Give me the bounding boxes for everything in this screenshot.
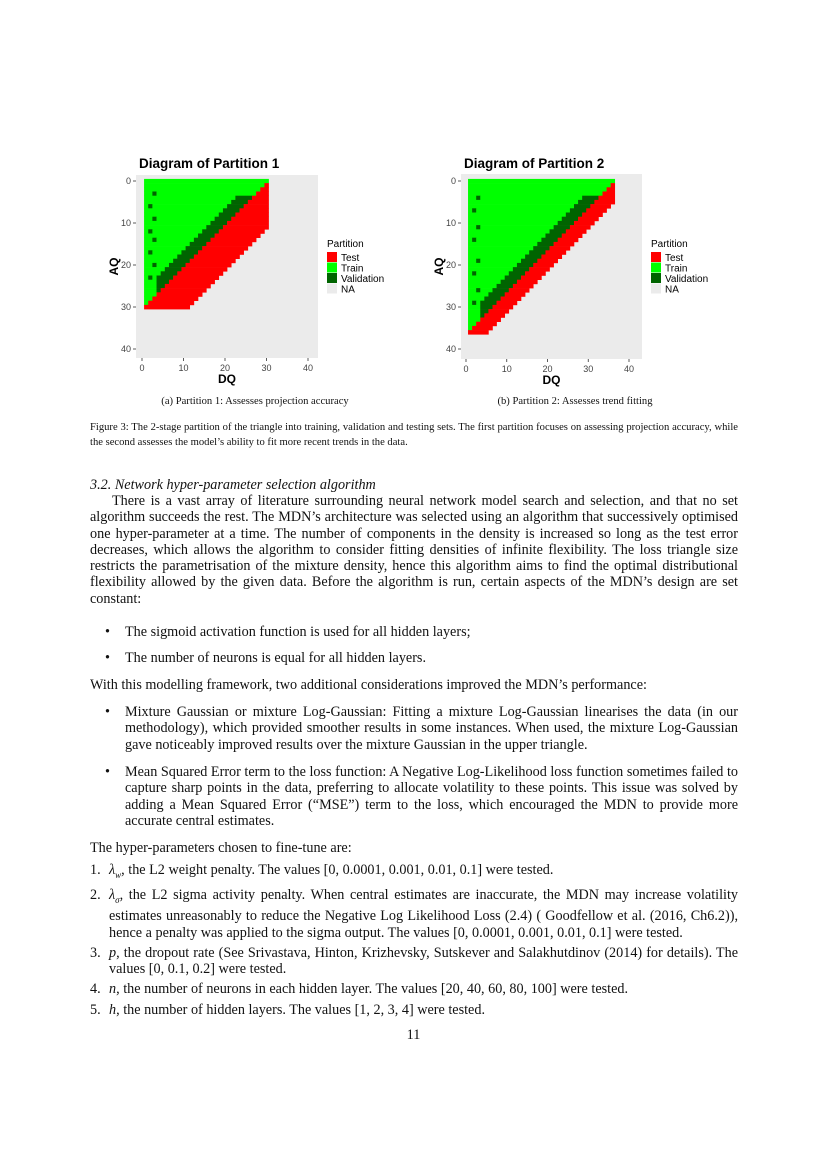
cell-test	[607, 187, 615, 192]
cell-validation	[476, 259, 480, 264]
legend-swatch-train	[327, 263, 337, 273]
cell-test	[541, 255, 562, 260]
cell-test	[517, 280, 538, 285]
x-axis-label: DQ	[542, 373, 561, 387]
cell-train	[468, 250, 529, 255]
cell-validation	[186, 246, 203, 251]
section-heading: 3.2. Network hyper-parameter selection algorithm	[90, 477, 376, 493]
legend-label: Test	[665, 253, 684, 264]
cell-train	[144, 276, 148, 281]
cell-validation	[476, 288, 480, 293]
cell-validation	[525, 255, 542, 260]
cell-test	[165, 284, 211, 289]
cell-validation	[533, 246, 550, 251]
legend-label: Validation	[341, 274, 385, 285]
cell-train	[152, 250, 181, 255]
cell-validation	[161, 271, 178, 276]
subcaption-b: (b) Partition 2: Assesses trend fitting	[497, 396, 653, 407]
cell-validation	[537, 242, 554, 247]
cell-validation	[505, 276, 522, 281]
cell-test	[480, 318, 501, 323]
cell-train	[480, 259, 521, 264]
cell-validation	[509, 271, 526, 276]
y-axis-label: AQ	[432, 257, 446, 276]
list-item: 2. $\lambda_\sigma$, the L2 sigma activity penalty. When central estimates are inaccurate, the MDN may increase volatility estimates unreasonably to reduce the Negative Log Likelihood Loss (2.4) ( Goodfellow et al. (2016, Ch6.2)), hence a penalty was applied to the sigma output. The values [0, 0.0001, 0.001, 0.01, 0.1] were tested.	[90, 887, 738, 941]
bullet-item: • Mixture Gaussian or mixture Log-Gaussian: Fitting a mixture Log-Gaussian linearises the data (in our methodology), which provided smoother results in some instances. When used, the mixture Log-Gaussian gave noticeably improved results over the mixture Gaussian in the upper triangle.	[105, 704, 738, 753]
x-tick-label: 40	[623, 364, 635, 374]
y-axis-label: AQ	[107, 257, 121, 276]
cell-train	[476, 238, 542, 243]
chart-title: Diagram of Partition 1	[139, 156, 280, 171]
paragraph-hyperparams: The hyper-parameters chosen to fine-tune are:	[90, 840, 352, 856]
cell-train	[152, 276, 156, 281]
cell-validation	[227, 204, 244, 209]
cell-test	[152, 297, 198, 302]
cell-train	[144, 242, 190, 247]
cell-validation	[566, 213, 583, 218]
cell-validation	[562, 217, 579, 222]
cell-validation	[513, 267, 530, 272]
cell-train	[468, 229, 550, 234]
cell-test	[598, 196, 615, 201]
symbol: λ	[109, 862, 116, 878]
x-tick-label: 0	[463, 364, 469, 374]
cell-validation	[488, 292, 505, 297]
cell-validation	[148, 204, 152, 209]
cell-test	[484, 313, 505, 318]
legend-label: Train	[665, 263, 688, 275]
cell-train	[144, 259, 173, 264]
x-tick-label: 20	[219, 363, 231, 373]
cell-test	[223, 225, 269, 230]
chart-title: Diagram of Partition 2	[464, 156, 605, 171]
legend-label: Test	[341, 253, 360, 264]
y-tick-label: 10	[120, 218, 131, 228]
cell-train	[144, 246, 186, 251]
cell-train	[480, 196, 582, 201]
cell-test	[194, 255, 240, 260]
cell-validation	[152, 192, 156, 197]
x-tick-label: 10	[501, 364, 512, 374]
cell-test	[558, 238, 579, 243]
cell-validation	[480, 313, 484, 318]
cell-train	[468, 255, 525, 260]
cell-test	[264, 183, 268, 188]
cell-validation	[148, 276, 152, 281]
list-number: 1.	[90, 862, 101, 878]
legend-label: NA	[665, 284, 679, 296]
cell-train	[480, 225, 554, 230]
cell-train	[144, 229, 148, 234]
cell-test	[240, 208, 269, 213]
paragraph-framework: With this modelling framework, two additional considerations improved the MDN’s performance:	[90, 677, 647, 693]
list-number: 4.	[90, 981, 101, 998]
cell-test	[161, 288, 207, 293]
cell-train	[144, 238, 153, 243]
symbol: p	[109, 944, 117, 961]
list-item: 3. p, the dropout rate (See Srivastava, Hinton, Krizhevsky, Sutskever and Salakhutdinov (2014) for details). The values [0, 0.1, 0.2] were tested.	[90, 944, 738, 978]
cell-test	[256, 192, 269, 197]
cell-test	[219, 229, 265, 234]
cell-validation	[202, 229, 219, 234]
cell-train	[144, 208, 223, 213]
cell-test	[501, 297, 522, 302]
cell-test	[186, 263, 232, 268]
cell-validation	[492, 288, 509, 293]
cell-train	[468, 238, 472, 243]
cell-test	[505, 292, 526, 297]
cell-test	[488, 309, 509, 314]
cell-validation	[206, 225, 223, 230]
cell-train	[468, 213, 566, 218]
legend-swatch-na	[327, 284, 337, 294]
cell-test	[554, 242, 575, 247]
cell-test	[169, 280, 215, 285]
cell-validation	[181, 250, 198, 255]
cell-train	[144, 271, 161, 276]
cell-train	[468, 271, 472, 276]
x-tick-label: 20	[542, 364, 553, 374]
legend-label: Validation	[665, 274, 709, 285]
cell-train	[468, 301, 472, 306]
cell-test	[537, 259, 558, 264]
cell-validation	[472, 271, 476, 276]
y-tick-label: 20	[445, 260, 456, 270]
cell-validation	[231, 200, 248, 205]
cell-train	[144, 284, 157, 289]
cell-train	[144, 267, 165, 272]
x-axis-label: DQ	[218, 372, 236, 386]
cell-train	[468, 318, 481, 323]
cell-test	[611, 183, 615, 188]
legend-title: Partition	[327, 239, 364, 250]
y-tick-label: 40	[445, 344, 456, 354]
cell-train	[144, 196, 236, 201]
cell-test	[550, 246, 571, 251]
legend-swatch-test	[651, 252, 661, 262]
y-tick-label: 10	[445, 218, 456, 228]
cell-test	[198, 250, 244, 255]
cell-validation	[215, 217, 232, 222]
cell-train	[468, 313, 481, 318]
cell-validation	[476, 196, 480, 201]
cell-test	[173, 276, 219, 281]
cell-validation	[558, 221, 575, 226]
cell-validation	[550, 229, 567, 234]
cell-train	[468, 208, 472, 213]
cell-validation	[521, 259, 538, 264]
cell-validation	[529, 250, 546, 255]
cell-validation	[472, 208, 476, 213]
cell-test	[231, 217, 269, 222]
y-tick-label: 30	[445, 302, 456, 312]
list-number: 5.	[90, 1001, 101, 1018]
cell-train	[468, 284, 497, 289]
cell-train	[144, 225, 207, 230]
cell-validation	[148, 229, 152, 234]
cell-train	[468, 259, 476, 264]
cell-train	[468, 322, 476, 327]
cell-train	[144, 288, 157, 293]
cell-train	[468, 280, 501, 285]
cell-validation	[165, 267, 182, 272]
cell-validation	[152, 217, 156, 222]
x-tick-label: 30	[261, 363, 272, 373]
cell-validation	[152, 238, 156, 243]
cell-train	[468, 217, 562, 222]
bullet-item: • The sigmoid activation function is used for all hidden layers;	[105, 624, 471, 640]
cell-train	[476, 301, 480, 306]
cell-train	[144, 213, 219, 218]
cell-train	[468, 305, 481, 310]
symbol: λ	[109, 887, 116, 904]
cell-test	[509, 288, 530, 293]
y-tick-label: 40	[120, 344, 131, 354]
cell-test	[562, 234, 583, 239]
cell-test	[210, 238, 256, 243]
cell-validation	[480, 309, 488, 314]
cell-test	[578, 217, 599, 222]
cell-test	[566, 229, 587, 234]
list-number: 2.	[90, 887, 101, 904]
cell-test	[215, 234, 261, 239]
cell-test	[497, 301, 518, 306]
cell-train	[144, 301, 148, 306]
cell-validation	[582, 196, 599, 201]
cell-test	[144, 305, 190, 310]
cell-validation	[480, 305, 493, 310]
legend-label: Train	[341, 263, 364, 275]
list-item: 5. h, the number of hidden layers. The values [1, 2, 3, 4] were tested.	[90, 1001, 485, 1018]
cell-test	[227, 221, 269, 226]
cell-validation	[578, 200, 595, 205]
cell-train	[468, 183, 611, 188]
x-tick-label: 40	[302, 363, 314, 373]
cell-train	[144, 255, 178, 260]
cell-test	[260, 187, 269, 192]
subscript: σ	[115, 894, 120, 905]
cell-validation	[235, 196, 252, 201]
cell-test	[513, 284, 534, 289]
y-tick-label: 30	[120, 302, 131, 312]
symbol: h	[109, 1001, 117, 1018]
cell-train	[468, 292, 489, 297]
cell-train	[144, 292, 157, 297]
cell-train	[144, 200, 231, 205]
legend-title: Partition	[651, 239, 688, 250]
cell-test	[248, 200, 269, 205]
legend-swatch-validation	[651, 273, 661, 283]
cell-validation	[219, 213, 236, 218]
legend-swatch-test	[327, 252, 337, 262]
x-tick-label: 30	[583, 364, 594, 374]
cell-test	[545, 250, 566, 255]
hyperparameter-list	[90, 862, 738, 1022]
cell-train	[468, 200, 578, 205]
cell-validation	[570, 208, 587, 213]
cell-train	[468, 187, 607, 192]
cell-test	[190, 259, 236, 264]
cell-train	[468, 204, 574, 209]
cell-train	[144, 204, 148, 209]
cell-train	[468, 192, 603, 197]
cell-train	[468, 276, 505, 281]
cell-train	[157, 238, 195, 243]
cell-train	[468, 221, 558, 226]
cell-validation	[157, 288, 161, 293]
cell-train	[468, 288, 476, 293]
cell-validation	[545, 234, 562, 239]
y-tick-label: 0	[125, 176, 131, 186]
cell-validation	[574, 204, 591, 209]
cell-train	[468, 309, 481, 314]
cell-test	[492, 305, 513, 310]
figure-caption: Figure 3: The 2-stage partition of the triangle into training, validation and testing sets. The first partition focuses on assessing projection accuracy, while the second assesses the model’s ability to fit more recent trends in the data.	[90, 422, 738, 448]
cell-validation	[472, 301, 476, 306]
cell-test	[570, 225, 591, 230]
cell-train	[144, 297, 153, 302]
legend-swatch-validation	[327, 273, 337, 283]
cell-test	[244, 204, 269, 209]
cell-test	[529, 267, 550, 272]
legend-swatch-train	[651, 263, 661, 273]
cell-train	[152, 204, 227, 209]
cell-train	[468, 267, 513, 272]
cell-validation	[480, 301, 497, 306]
cell-validation	[177, 255, 194, 260]
cell-test	[202, 246, 248, 251]
cell-test	[594, 200, 615, 205]
legend-swatch-na	[651, 284, 661, 294]
cell-train	[144, 234, 198, 239]
cell-validation	[554, 225, 571, 230]
cell-validation	[169, 263, 186, 268]
cell-test	[157, 292, 203, 297]
cell-validation	[157, 276, 174, 281]
cell-validation	[497, 284, 514, 289]
cell-train	[468, 246, 533, 251]
paragraph-intro: There is a vast array of literature surrounding neural network model search and selection, and that no set algorithm succeeds the rest. The MDN’s architecture was selected using an algorithm that successively optimised one hyper-parameter at a time. The number of components in the density is increased so long as the test error decreases, which allows the algorithm to consider fitting densities of infinite flexibility. The loss triangle size restricts the parametrisation of the mixture density, hence this algorithm aims to find the optimal distributional flexibility allowed by the given data. Before the algorithm is run, certain aspects of the MDN’s design are set constant:	[90, 493, 738, 607]
cell-train	[157, 217, 215, 222]
cell-test	[603, 192, 616, 197]
cell-validation	[223, 208, 240, 213]
y-tick-label: 0	[450, 176, 456, 186]
list-number: 3.	[90, 944, 101, 961]
cell-validation	[190, 242, 207, 247]
y-tick-label: 20	[120, 260, 131, 270]
partition-2-chart	[425, 150, 725, 390]
cell-train	[476, 208, 570, 213]
cell-validation	[484, 297, 501, 302]
cell-test	[533, 263, 554, 268]
cell-test	[476, 322, 497, 327]
cell-test	[148, 301, 194, 306]
cell-validation	[476, 225, 480, 230]
partition-1-chart	[105, 150, 405, 390]
cell-train	[144, 187, 261, 192]
cell-test	[468, 330, 489, 335]
cell-test	[525, 271, 546, 276]
cell-validation	[152, 263, 156, 268]
bullet-item: • The number of neurons is equal for all hidden layers.	[105, 650, 426, 666]
cell-validation	[501, 280, 518, 285]
cell-train	[144, 192, 153, 197]
cell-test	[181, 267, 227, 272]
cell-test	[582, 213, 603, 218]
cell-validation	[194, 238, 211, 243]
page-number: 11	[406, 1027, 421, 1043]
x-tick-label: 0	[139, 363, 145, 373]
cell-test	[472, 326, 493, 331]
cell-test	[586, 208, 607, 213]
cell-test	[574, 221, 595, 226]
cell-train	[144, 280, 157, 285]
list-item: 4. n, the number of neurons in each hidden layer. The values [20, 40, 60, 80, 100] were tested.	[90, 981, 629, 998]
cell-train	[480, 288, 493, 293]
cell-test	[235, 213, 269, 218]
cell-train	[144, 183, 265, 188]
cell-train	[468, 196, 476, 201]
cell-train	[152, 229, 202, 234]
cell-validation	[148, 250, 152, 255]
cell-train	[468, 225, 476, 230]
cell-train	[468, 326, 472, 331]
cell-train	[468, 242, 538, 247]
cell-train	[157, 192, 257, 197]
cell-validation	[157, 280, 170, 285]
cell-validation	[541, 238, 558, 243]
cell-validation	[517, 263, 534, 268]
cell-train	[468, 234, 546, 239]
cell-train	[157, 263, 170, 268]
cell-train	[476, 271, 509, 276]
cell-validation	[198, 234, 215, 239]
cell-train	[468, 263, 517, 268]
legend-label: NA	[341, 284, 355, 296]
cell-test	[252, 196, 269, 201]
cell-test	[206, 242, 252, 247]
cell-validation	[157, 284, 166, 289]
subcaption-a: (a) Partition 1: Assesses projection accuracy	[161, 396, 349, 407]
list-item: 1. $\lambda_w$, the L2 weight penalty. The values [0, 0.0001, 0.001, 0.01, 0.1] were tested.	[90, 862, 554, 880]
cell-train	[468, 297, 485, 302]
cell-train	[144, 221, 211, 226]
cell-train	[144, 263, 153, 268]
cell-train	[144, 250, 148, 255]
cell-test	[177, 271, 223, 276]
cell-train	[468, 179, 615, 184]
cell-validation	[173, 259, 190, 264]
symbol: n	[109, 981, 117, 998]
cell-train	[144, 217, 153, 222]
subscript: w	[115, 869, 122, 880]
cell-test	[590, 204, 611, 209]
x-tick-label: 10	[178, 363, 189, 373]
cell-train	[144, 179, 269, 184]
cell-validation	[472, 238, 476, 243]
cell-validation	[210, 221, 227, 226]
cell-test	[521, 276, 542, 281]
bullet-item: • Mean Squared Error term to the loss function: A Negative Log-Likelihood loss function sometimes failed to capture sharp points in the data, preferring to allocate volatility to these points. This issue was solved by adding a Mean Squared Error (“MSE”) term to the loss, which encouraged the MDN to provide more accurate central estimates.	[105, 764, 738, 829]
